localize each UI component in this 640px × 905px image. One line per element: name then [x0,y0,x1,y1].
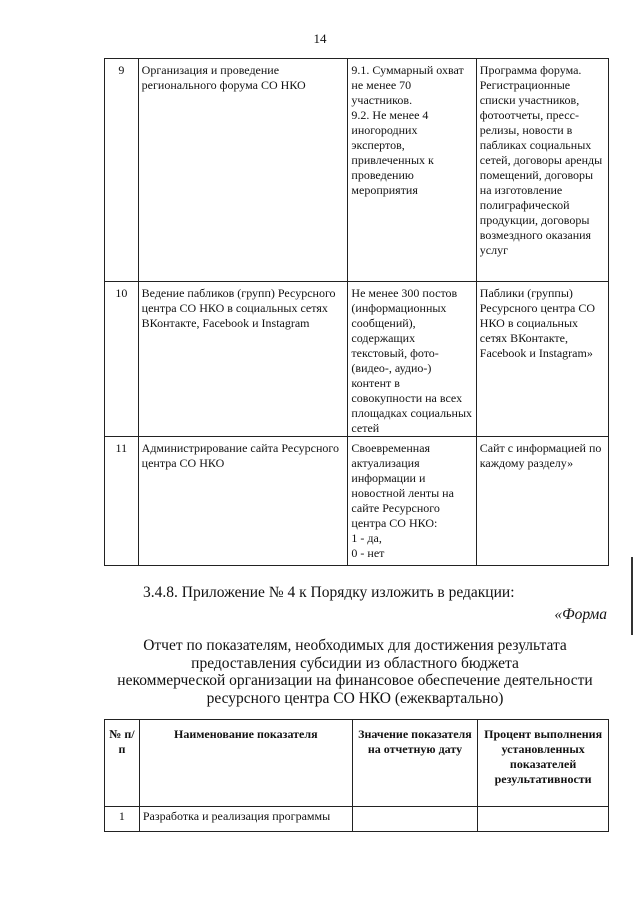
indicators-table-continued [104,58,609,566]
row-number: 11 [105,437,139,566]
source-cell: Программа форума. Регистрационные списки участников, фотоотчеты, пресс-релизы, новости в пабликах социальных сетей, договоры аренды помещений, договоры на изготовление полиграфической продукции, договоры возмездного оказания услуг [476,59,608,282]
report-title-line: некоммерческой организации на финансовое обеспечение деятельности [117,672,593,689]
form-label: «Форма [554,606,607,623]
event-name: Организация и проведение регионального форума СО НКО [138,59,348,282]
indicator-line: 0 - нет [351,546,385,560]
indicator-cell [348,59,476,282]
event-name: Администрирование сайта Ресурсного центра СО НКО [138,437,348,566]
indicator-line: Своевременная актуализация информации и новостной ленты на сайте Ресурсного центра СО НКО: [351,441,454,530]
header-value: Значение показателя на отчетную дату [352,720,477,807]
row-number: 10 [105,282,139,437]
table-row [105,437,609,566]
indicator-line: 1 - да, [351,531,382,545]
indicator-name: Разработка и реализация программы [139,807,352,832]
report-title-line: предоставления субсидии из областного бюджета [191,654,519,672]
page-number: 14 [313,31,327,46]
indicator-cell [348,282,476,437]
table-row [105,807,609,832]
row-number: 9 [105,59,139,282]
indicator-line: 9.2. Не менее 4 иногородних экспертов, привлеченных к проведению мероприятия [351,108,434,197]
header-percent: Процент выполнения установленных показателей результативности [478,720,609,807]
row-number: 1 [105,807,140,832]
indicator-cell [348,437,476,566]
source-cell: Паблики (группы) Ресурсного центра СО НКО в социальных сетях ВКонтакте, Facebook и Instagram» [476,282,608,437]
scan-edge-mark [631,557,633,635]
report-title-line: Отчет по показателям, необходимых для достижения результата [143,637,567,654]
value-cell [352,807,477,832]
header-name: Наименование показателя [139,720,352,807]
source-cell: Сайт с информацией по каждому разделу» [476,437,608,566]
section-heading: 3.4.8. Приложение № 4 к Порядку изложить в редакции: [143,584,515,601]
table-header-row [105,720,609,807]
indicator-line: Не менее 300 постов (информационных сообщений), содержащих текстовый, фото- (видео-, аудио-) контент в совокупности на всех площадках социальных сетей [351,286,473,435]
header-num: № п/п [105,720,140,807]
report-title [100,637,610,707]
report-title-line: ресурсного центра СО НКО (ежеквартально) [206,689,504,707]
table-row [105,282,609,437]
event-name: Ведение пабликов (групп) Ресурсного центра СО НКО в социальных сетях ВКонтакте, Facebook и Instagram [138,282,348,437]
percent-cell [478,807,609,832]
table-row [105,59,609,282]
indicator-line: 9.1. Суммарный охват не менее 70 участников. [351,63,464,107]
report-table [104,719,609,832]
